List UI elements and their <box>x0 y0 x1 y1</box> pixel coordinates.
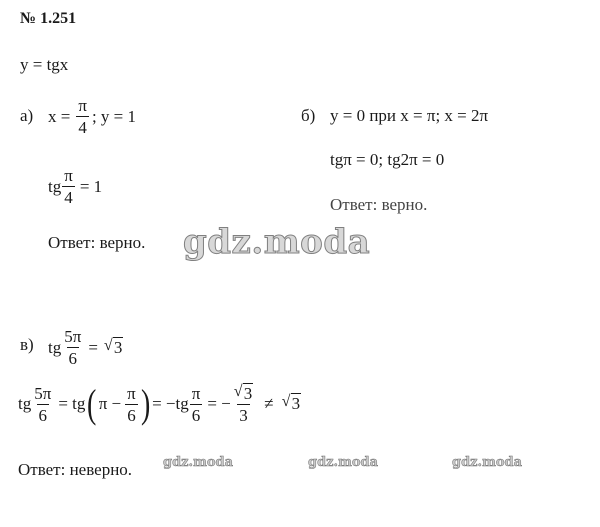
problem-number: № 1.251 <box>20 10 77 27</box>
part-a-condition <box>48 97 136 136</box>
part-a-x-eq: x = <box>48 106 71 126</box>
fraction-denominator: 3 <box>239 405 248 425</box>
watermark-small-1: gdz.moda <box>163 455 234 470</box>
right-paren: ) <box>140 381 151 426</box>
radicand: 3 <box>291 394 301 413</box>
fraction-denominator: 4 <box>64 188 73 207</box>
sqrt-expression <box>282 394 302 414</box>
tg-prefix: tg <box>18 394 32 413</box>
radicand: 3 <box>243 383 253 403</box>
calc-eq-3: = − <box>207 394 231 413</box>
watermark-main: gdz.moda <box>183 222 371 262</box>
part-a-x-fraction <box>76 97 89 136</box>
calc-fraction-1 <box>32 385 53 424</box>
fraction-denominator: 6 <box>191 405 201 425</box>
part-v-statement-fraction <box>62 328 83 367</box>
calc-fraction-4 <box>232 382 256 425</box>
calc-fraction-2 <box>125 385 138 424</box>
watermark-small-3: gdz.moda <box>452 455 523 470</box>
sqrt-expression <box>233 382 254 403</box>
part-a-y-eq: ; y = 1 <box>91 106 136 126</box>
not-equal-sign: ≠ <box>264 394 274 413</box>
watermark-small-2: gdz.moda <box>308 455 379 470</box>
fraction-numerator <box>232 382 256 404</box>
fraction-numerator: 5π <box>34 383 52 403</box>
part-a-check-fraction <box>62 167 75 206</box>
part-v-answer: Ответ: неверно. <box>18 460 133 479</box>
radical-sign: √ <box>281 393 291 410</box>
part-v-calculation <box>18 381 301 426</box>
radical-sign: √ <box>233 382 243 400</box>
fraction-denominator: 6 <box>38 405 48 425</box>
part-b-label: б) <box>301 106 316 125</box>
calc-fraction-3 <box>190 385 203 424</box>
part-b-condition: y = 0 при x = π; x = 2π <box>330 106 489 125</box>
fraction-denominator: 6 <box>68 349 78 368</box>
fraction-numerator: π <box>64 166 73 185</box>
fraction-numerator: π <box>191 383 201 403</box>
tg-prefix: tg <box>48 337 62 357</box>
sqrt-expression <box>104 338 124 358</box>
calc-eq-1: = tg <box>58 394 86 413</box>
function-statement: y = tgx <box>20 55 69 74</box>
fraction-numerator: 5π <box>64 327 82 346</box>
part-b-check: tgπ = 0; tg2π = 0 <box>330 150 445 169</box>
left-paren: ( <box>87 381 97 426</box>
tg-prefix: tg <box>48 176 62 196</box>
fraction-numerator: π <box>78 96 87 115</box>
radical-sign: √ <box>103 336 113 354</box>
part-a-answer: Ответ: верно. <box>48 233 146 252</box>
fraction-numerator: π <box>127 383 136 403</box>
part-a-check <box>48 167 102 206</box>
calc-inner-pi: π − <box>98 394 122 413</box>
fraction-denominator: 4 <box>78 118 87 137</box>
part-a-label: а) <box>20 106 34 125</box>
part-v-statement <box>48 328 123 367</box>
calc-eq-2: = −tg <box>152 394 189 413</box>
part-v-label: в) <box>20 335 34 354</box>
fraction-denominator: 6 <box>127 405 136 425</box>
equals-sign: = <box>88 337 98 357</box>
radicand: 3 <box>113 337 123 357</box>
part-b-answer: Ответ: верно. <box>330 195 428 214</box>
part-a-check-rhs: = 1 <box>79 176 103 196</box>
